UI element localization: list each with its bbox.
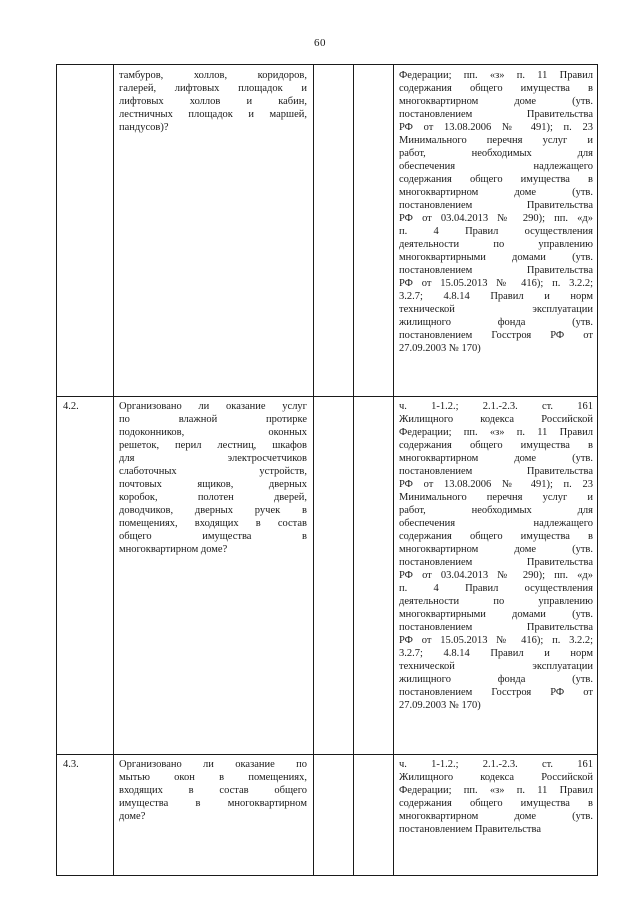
text-line: постановлением Правительства [399, 557, 593, 568]
text-line: деятельности по управлению [399, 239, 593, 250]
text-line: обеспечения надлежащего [399, 518, 593, 529]
text-line: 3.2.7; 4.8.14 Правил и норм [399, 291, 593, 302]
row-divider [57, 396, 597, 397]
text-line: тамбуров, холлов, коридоров, [119, 70, 307, 81]
question-text [119, 69, 307, 134]
text-line: ч. 1-1.2.; 2.1.-2.3. ст. 161 [399, 401, 593, 412]
text-line: многоквартирном доме (утв. [399, 811, 593, 822]
text-line: постановлением Правительства [399, 200, 593, 211]
text-line: Федерации; пп. «з» п. 11 Правил [399, 427, 593, 438]
text-line: 27.09.2003 № 170) [399, 343, 481, 354]
text-line: пандусов)? [119, 122, 169, 133]
text-line: деятельности по управлению [399, 596, 593, 607]
text-line: имущества в многоквартирном [119, 798, 307, 809]
text-line: РФ от 15.05.2013 № 416); п. 3.2.2; [399, 635, 593, 646]
text-line: постановлением Правительства [399, 466, 593, 477]
question-text [119, 758, 307, 823]
text-line: лестничных площадок и маршей, [119, 109, 307, 120]
text-line: содержания общего имущества в [399, 440, 593, 451]
text-line: постановлением Госстроя РФ от [399, 330, 593, 341]
text-line: Организовано ли оказание по [119, 759, 307, 770]
text-line: доводчиков, дверных ручек в [119, 505, 307, 516]
text-line: Федерации; пп. «з» п. 11 Правил [399, 785, 593, 796]
text-line: помещениях, входящих в состав [119, 518, 307, 529]
text-line: постановлением Правительства [399, 265, 593, 276]
question-text [119, 400, 307, 556]
text-line: РФ от 03.04.2013 № 290); пп. «д» [399, 213, 593, 224]
text-line: слаботочных устройств, [119, 466, 307, 477]
text-line: содержания общего имущества в [399, 83, 593, 94]
text-line: РФ от 15.05.2013 № 416); п. 3.2.2; [399, 278, 593, 289]
text-line: работ, необходимых для [399, 505, 593, 516]
text-line: Жилищного кодекса Российской [399, 414, 593, 425]
text-line: обеспечения надлежащего [399, 161, 593, 172]
text-line: подоконников, оконных [119, 427, 307, 438]
text-line: п. 4 Правил осуществления [399, 226, 593, 237]
text-line: Организовано ли оказание услуг [119, 401, 307, 412]
text-line: РФ от 03.04.2013 № 290); пп. «д» [399, 570, 593, 581]
text-line: 27.09.2003 № 170) [399, 700, 481, 711]
text-line: РФ от 13.08.2006 № 491); п. 23 [399, 479, 593, 490]
text-line: Минимального перечня услуг и [399, 135, 593, 146]
text-line: многоквартирном доме? [119, 544, 228, 555]
text-line: работ, необходимых для [399, 148, 593, 159]
legal-basis-text [399, 758, 593, 836]
row-number: 4.2. [63, 401, 79, 412]
legal-basis-text [399, 400, 593, 712]
text-line: постановлением Правительства [399, 824, 542, 835]
text-line: Жилищного кодекса Российской [399, 772, 593, 783]
text-line: решеток, перил лестниц, шкафов [119, 440, 307, 451]
text-line: коробок, полотен дверей, [119, 492, 307, 503]
text-line: постановлением Правительства [399, 622, 593, 633]
text-line: 3.2.7; 4.8.14 Правил и норм [399, 648, 593, 659]
text-line: постановлением Правительства [399, 109, 593, 120]
text-line: технической эксплуатации [399, 304, 593, 315]
text-line: содержания общего имущества в [399, 531, 593, 542]
checklist-table [56, 64, 598, 876]
text-line: РФ от 13.08.2006 № 491); п. 23 [399, 122, 593, 133]
text-line: содержания общего имущества в [399, 798, 593, 809]
text-line: доме? [119, 811, 146, 822]
text-line: мытью окон в помещениях, [119, 772, 307, 783]
row-divider [57, 754, 597, 755]
text-line: содержания общего имущества в [399, 174, 593, 185]
text-line: жилищного фонда (утв. [399, 317, 593, 328]
text-line: технической эксплуатации [399, 661, 593, 672]
page-number: 60 [314, 37, 326, 49]
text-line: многоквартирными домами (утв. [399, 609, 593, 620]
text-line: многоквартирном доме (утв. [399, 96, 593, 107]
text-line: Федерации; пп. «з» п. 11 Правил [399, 70, 593, 81]
legal-basis-text [399, 69, 593, 355]
text-line: для электросчетчиков [119, 453, 307, 464]
text-line: общего имущества в [119, 531, 307, 542]
text-line: ч. 1-1.2.; 2.1.-2.3. ст. 161 [399, 759, 593, 770]
text-line: многоквартирными домами (утв. [399, 252, 593, 263]
text-line: почтовых ящиков, дверных [119, 479, 307, 490]
text-line: жилищного фонда (утв. [399, 674, 593, 685]
text-line: Минимального перечня услуг и [399, 492, 593, 503]
text-line: многоквартирном доме (утв. [399, 187, 593, 198]
text-line: лифтовых холлов и кабин, [119, 96, 307, 107]
text-line: постановлением Госстроя РФ от [399, 687, 593, 698]
row-number: 4.3. [63, 759, 79, 770]
text-line: многоквартирном доме (утв. [399, 453, 593, 464]
text-line: входящих в состав общего [119, 785, 307, 796]
text-line: галерей, лифтовых площадок и [119, 83, 307, 94]
text-line: многоквартирном доме (утв. [399, 544, 593, 555]
text-line: по влажной протирке [119, 414, 307, 425]
text-line: п. 4 Правил осуществления [399, 583, 593, 594]
